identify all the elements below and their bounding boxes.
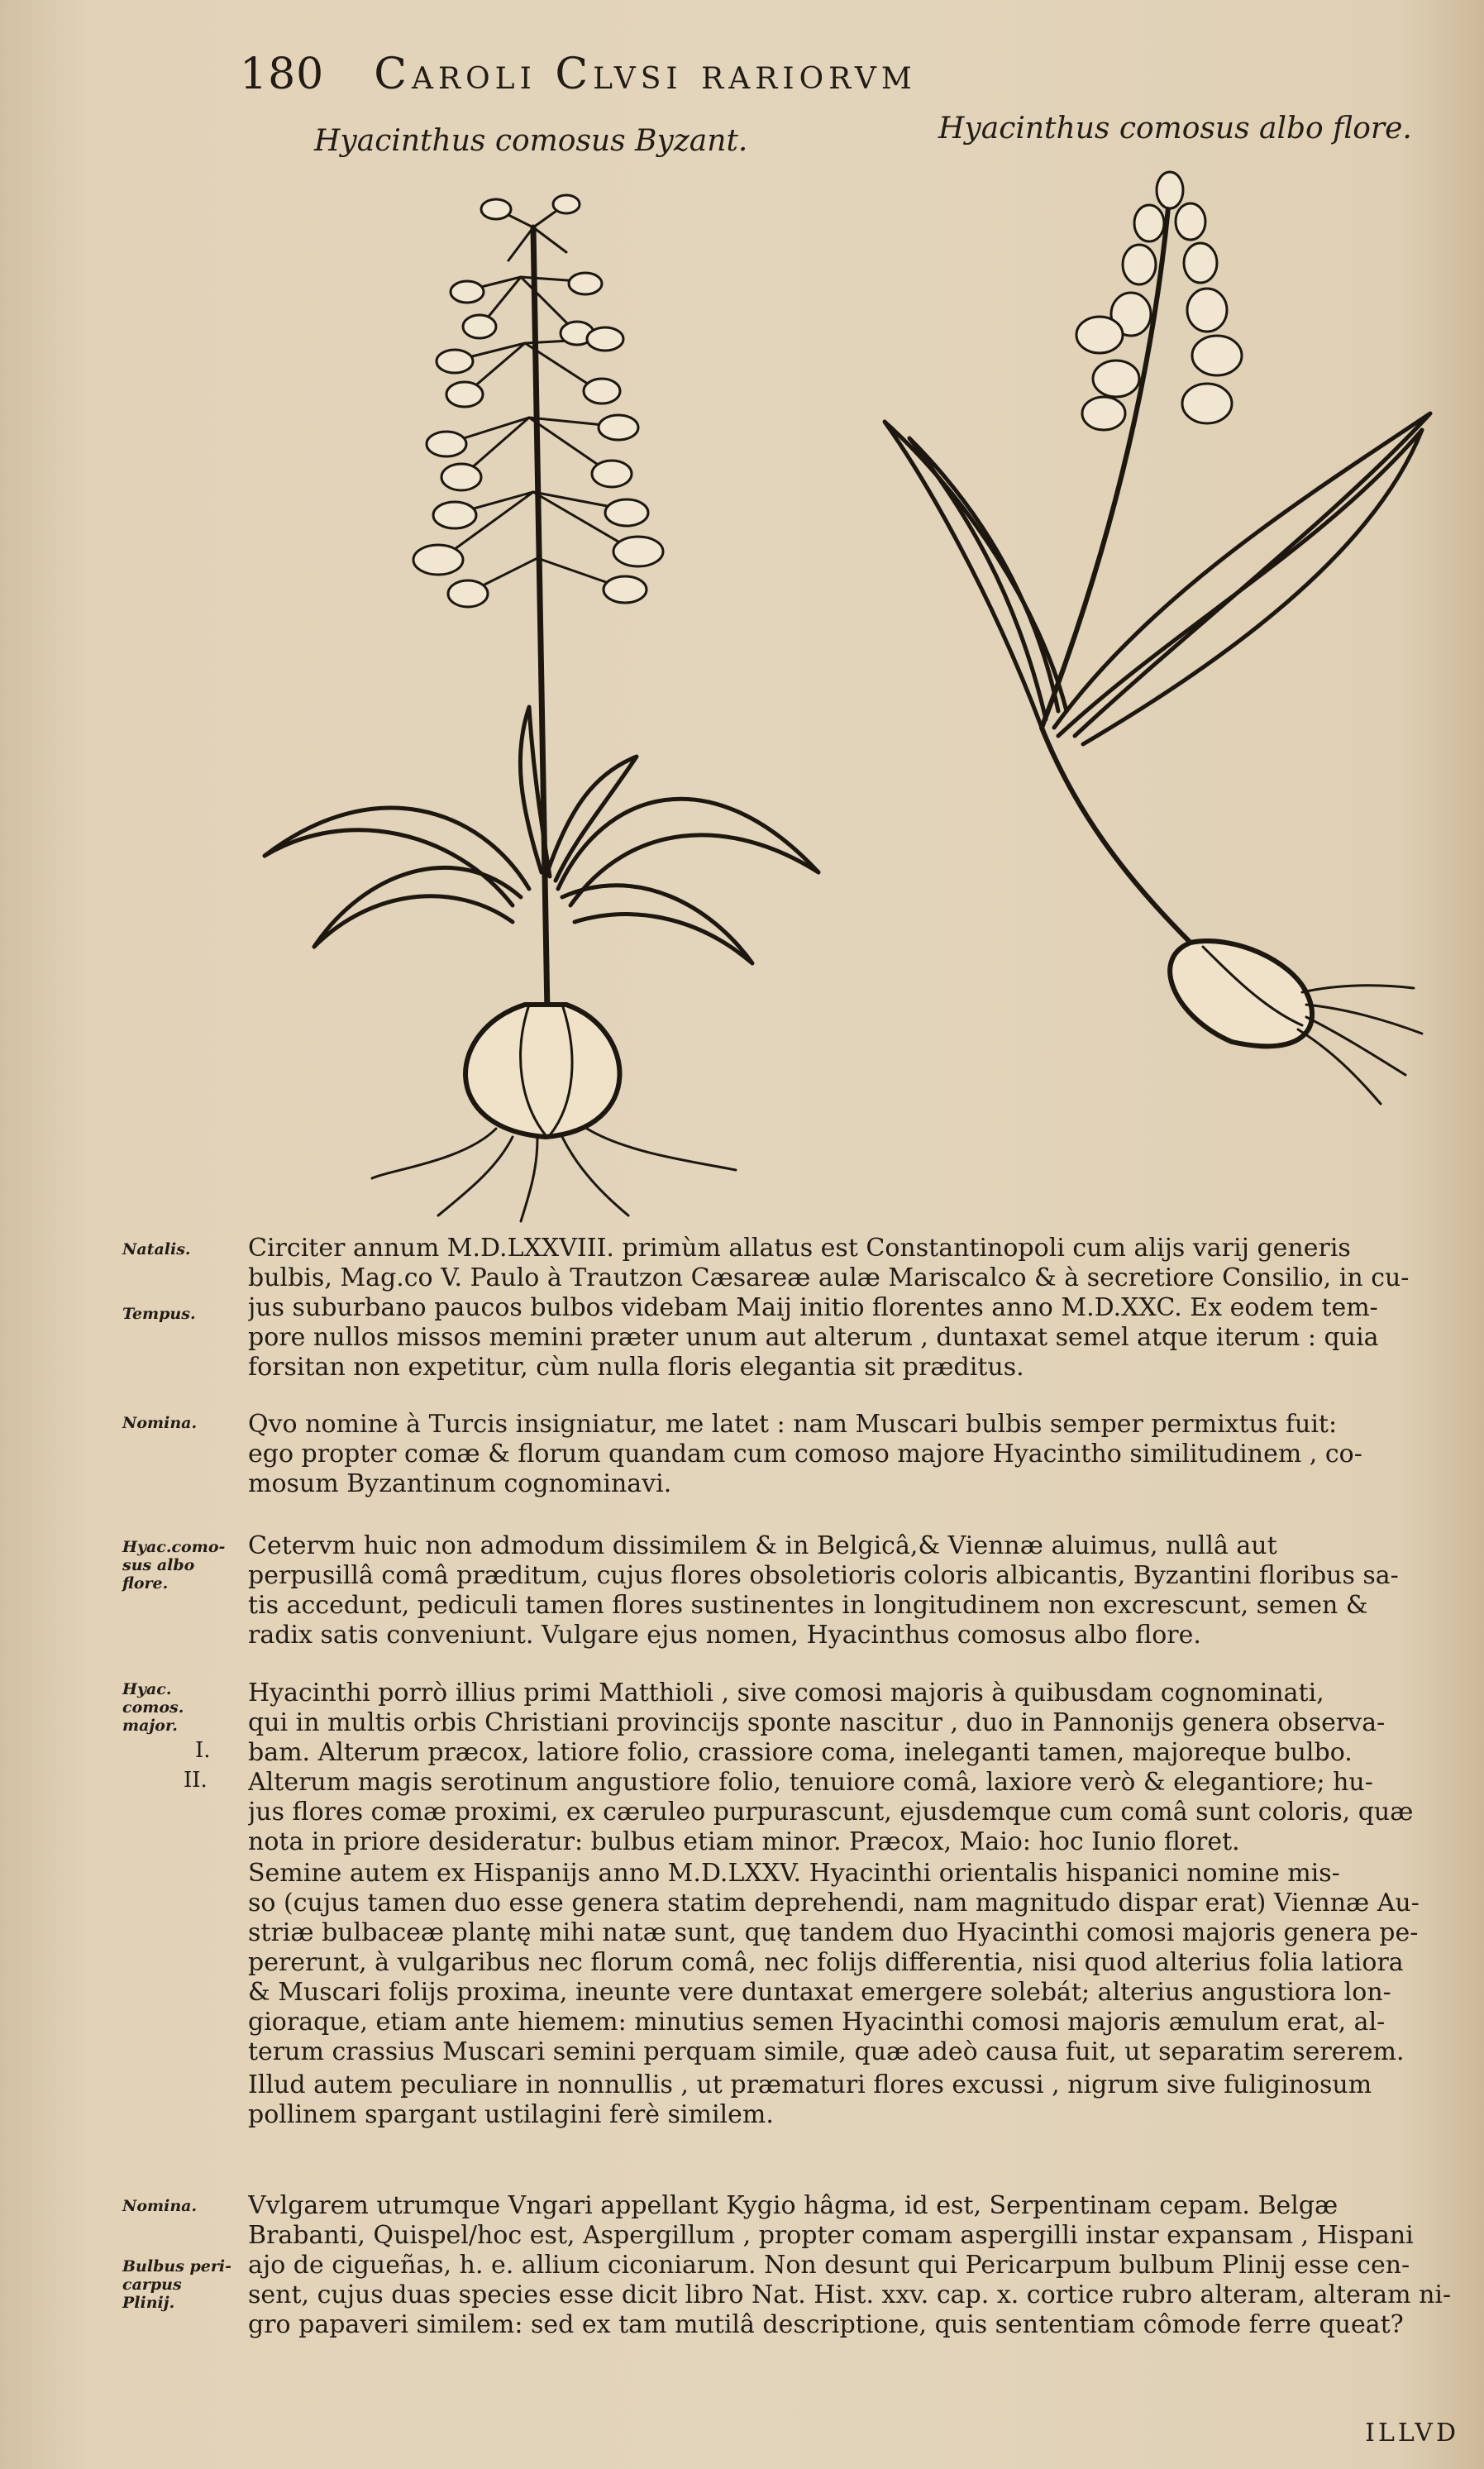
- text-line: Cetervm huic non admodum dissimilem & in Belgicâ,& Viennæ aluimus, nullâ aut: [248, 1531, 1277, 1560]
- text-line: Brabanti, Quispel/hoc est, Aspergillum , propter comam aspergilli instar expansam , Hispani: [248, 2221, 1414, 2250]
- text-line: Circiter annum M.D.LXXVIII. primùm allatus est Constantinopoli cum alijs varij generis: [248, 1234, 1351, 1263]
- text-line: terum crassius Muscari semini perquam simile, quæ adeò causa fuit, ut separatim sererem.: [248, 2037, 1405, 2066]
- page-header: [240, 50, 1339, 107]
- paragraph-5: [248, 1859, 1455, 2067]
- page-number: 180: [240, 50, 325, 99]
- text-line: perpusillâ comâ præditum, cujus flores obsoletioris coloris albicantis, Byzantini floribus sa-: [248, 1561, 1399, 1590]
- text-line: & Muscari folijs proxima, ineunte vere duntaxat emergere solebát; alterius angustiora lon-: [248, 1978, 1391, 2007]
- text-line: radix satis conveniunt. Vulgare ejus nomen, Hyacinthus comosus albo flore.: [248, 1621, 1201, 1650]
- catchword: ILLVD: [1365, 2419, 1459, 2448]
- margin-numeral-1: I.: [195, 1738, 211, 1763]
- paragraph-4: [248, 1679, 1455, 1857]
- text-line: jus flores comæ proximi, ex cæruleo purpurascunt, ejusdemque cum comâ sunt coloris, quæ: [248, 1798, 1414, 1827]
- text-line: bulbis, Mag.co V. Paulo à Trautzon Cæsareæ aulæ Mariscalco & à secretiore Consilio, in cu-: [248, 1263, 1410, 1292]
- text-line: tis accedunt, pediculi tamen flores sustinentes in longitudinem non excrescunt, semen &: [248, 1591, 1368, 1620]
- text-line: pore nullos missos memini præter unum aut alterum , duntaxat semel atque iterum : quia: [248, 1323, 1379, 1352]
- margin-note-bulbus: Bulbus peri- carpus Plinij.: [122, 2257, 231, 2312]
- text-line: jus suburbano paucos bulbos videbam Maij initio florentes anno M.D.XXC. Ex eodem tem-: [248, 1293, 1378, 1322]
- text-line: so (cujus tamen duo esse genera statim deprehendi, nam magnitudo dispar erat) Viennæ Au-: [248, 1889, 1420, 1917]
- text-line: striæ bulbaceæ plantę mihi natæ sunt, quę tandem duo Hyacinthi comosi majoris genera pe-: [248, 1918, 1419, 1947]
- text-line: Alterum magis serotinum angustiore folio, tenuiore comâ, laxiore verò & elegantiore; hu-: [248, 1768, 1373, 1797]
- text-line: mosum Byzantinum cognominavi.: [248, 1469, 672, 1498]
- margin-note-hyac-major: Hyac. comos. major.: [122, 1680, 184, 1735]
- text-line: pollinem spargant ustilagini ferè similem.: [248, 2100, 774, 2129]
- text-line: Qvo nomine à Turcis insigniatur, me latet : nam Muscari bulbis semper permixtus fuit:: [248, 1410, 1338, 1439]
- margin-note-tempus: Tempus.: [122, 1305, 196, 1323]
- right-figure-caption: Hyacinthus comosus albo flore.: [938, 112, 1412, 146]
- paragraph-1: [248, 1234, 1455, 1383]
- text-line: gro papaveri similem: sed ex tam mutilâ descriptione, quis sententiam cômode ferre queat?: [248, 2310, 1404, 2339]
- left-figure-caption: Hyacinthus comosus Byzant.: [314, 124, 748, 158]
- paragraph-6: [248, 2070, 1455, 2130]
- text-line: Semine autem ex Hispanijs anno M.D.LXXV. Hyacinthi orientalis hispanici nomine mis-: [248, 1859, 1340, 1888]
- paragraph-2: [248, 1410, 1455, 1499]
- margin-note-natalis: Natalis.: [122, 1240, 191, 1258]
- text-line: sent, cujus duas species esse dicit libro Nat. Hist. xxv. cap. x. cortice rubro alteram, alteram ni-: [248, 2280, 1452, 2309]
- text-line: ajo de cigueñas, h. e. allium ciconiarum. Non desunt qui Pericarpum bulbum Plinij esse cen-: [248, 2251, 1410, 2280]
- text-line: qui in multis orbis Christiani provincijs sponte nascitur , duo in Pannonijs genera observa-: [248, 1708, 1386, 1737]
- text-line: nota in priore desideratur: bulbus etiam minor. Præcox, Maio: hoc Iunio floret.: [248, 1827, 1240, 1856]
- text-line: Vvlgarem utrumque Vngari appellant Kygio hâgma, id est, Serpentinam cepam. Belgæ: [248, 2191, 1338, 2220]
- text-line: pererunt, à vulgaribus nec florum comâ, nec folijs differentia, nisi quod alterius folia latiora: [248, 1948, 1404, 1977]
- hyacinth-albo-flore-illustration: [876, 165, 1455, 1199]
- text-line: Hyacinthi porrò illius primi Matthioli , sive comosi majoris à quibusdam cognominati,: [248, 1679, 1324, 1707]
- margin-note-nomina-2: Nomina.: [122, 2197, 198, 2215]
- text-line: Illud autem peculiare in nonnullis , ut præmaturi flores excussi , nigrum sive fuliginosum: [248, 2070, 1372, 2099]
- margin-numeral-2: II.: [184, 1768, 208, 1793]
- text-line: bam. Alterum præcox, latiore folio, crassiore coma, ineleganti tamen, majoreque bulbo.: [248, 1738, 1353, 1767]
- text-line: gioraque, etiam ante hiemem: minutius semen Hyacinthi comosi majoris æmulum erat, al-: [248, 2008, 1386, 2037]
- text-line: forsitan non expetitur, cùm nulla floris elegantia sit præditus.: [248, 1353, 1024, 1382]
- running-title: Caroli Clvsi rariorvm: [374, 50, 917, 99]
- margin-note-nomina: Nomina.: [122, 1414, 198, 1432]
- paragraph-7: [248, 2191, 1455, 2340]
- margin-note-hyac-albo: Hyac.como- sus albo flore.: [122, 1538, 226, 1593]
- hyacinth-byzant-illustration: [248, 178, 843, 1224]
- text-line: ego propter comæ & florum quandam cum comoso majore Hyacintho similitudinem , co-: [248, 1440, 1362, 1469]
- paragraph-3: [248, 1531, 1455, 1650]
